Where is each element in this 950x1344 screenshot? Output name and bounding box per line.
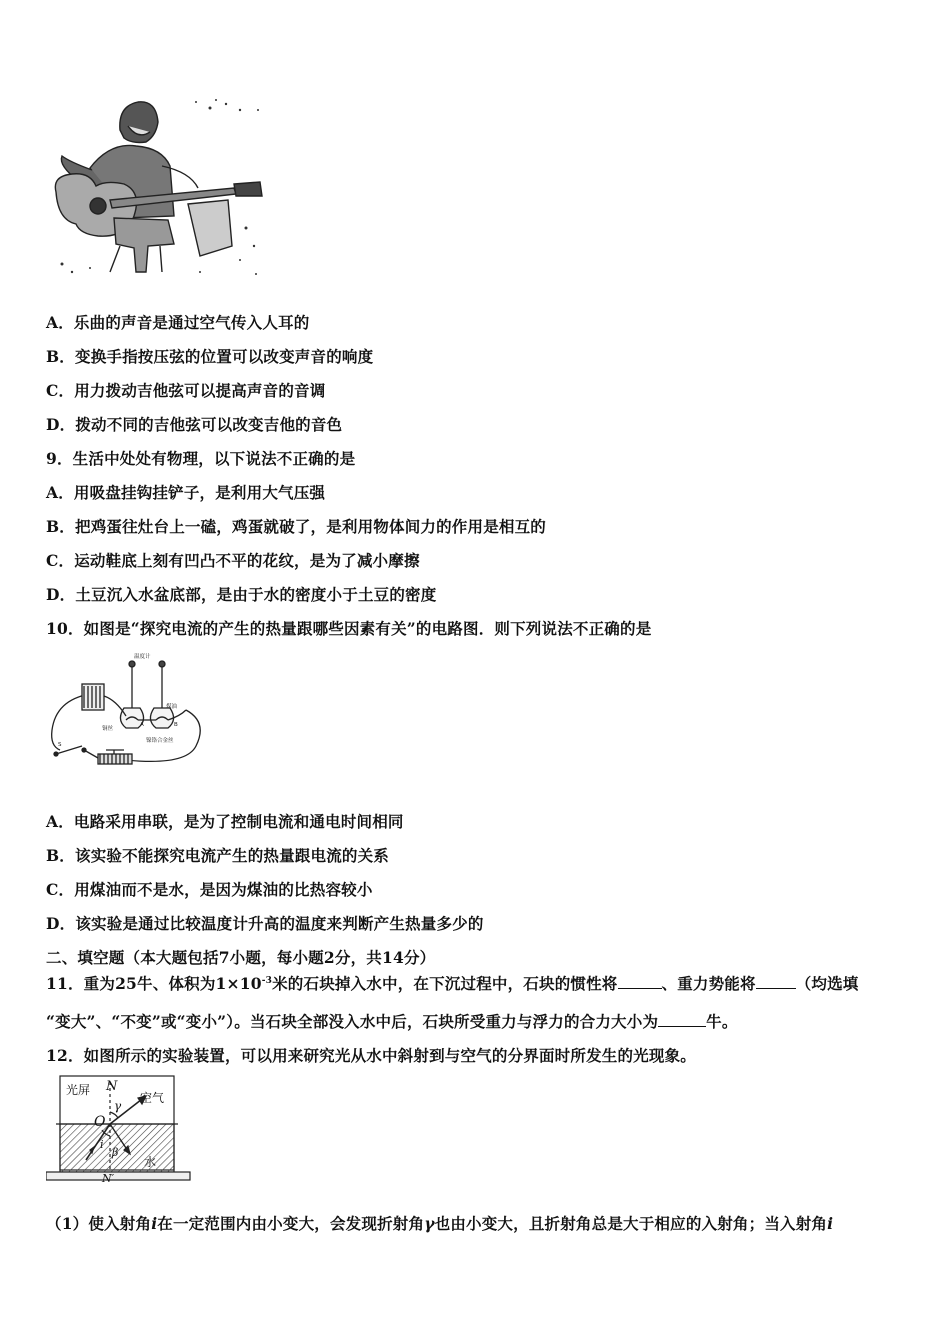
label-b: B	[174, 722, 178, 728]
guitar-player-illustration	[50, 96, 266, 280]
q8-option-b: B．变换手指按压弦的位置可以改变声音的响度	[46, 347, 374, 366]
q10-option-b: B．该实验不能探究电流产生的热量跟电流的关系	[46, 846, 390, 865]
label-alloy: 镍铬合金丝	[146, 738, 174, 744]
label-n: N	[106, 1079, 118, 1094]
q11-text-3: 、重力势能将	[661, 974, 756, 993]
q8-option-a: A．乐曲的声音是通过空气传入人耳的	[46, 313, 310, 332]
q12-stem: 12．如图所示的实验装置，可以用来研究光从水中斜射到与空气的分界面时所发生的光现象。	[46, 1046, 696, 1065]
q12-subquestion-1	[46, 1212, 833, 1234]
q11-text-5: “变大”、“不变”或“变小”）。当石块全部没入水中后，石块所受重力与浮力的合力大小为	[46, 1012, 659, 1031]
q12-sub1-text-3: 也由小变大，且折射角总是大于相应的入射角；当入射角	[434, 1214, 828, 1233]
q11-line-2	[46, 1010, 738, 1032]
q9-stem: 9．生活中处处有物理，以下说法不正确的是	[46, 449, 356, 468]
label-gamma: γ	[114, 1099, 122, 1113]
q11-blank-2[interactable]	[756, 976, 796, 989]
q12-sub1-gamma: γ	[424, 1214, 435, 1233]
q12-sub1-text-2: 在一定范围内由小变大，会发现折射角	[157, 1214, 425, 1233]
label-o: O	[94, 1114, 106, 1130]
q12-sub1-i2: i	[827, 1214, 834, 1233]
q10-option-c: C．用煤油而不是水，是因为煤油的比热容较小	[46, 880, 373, 899]
q11-text-2: 米的石块掉入水中，在下沉过程中，石块的惯性将	[272, 974, 618, 993]
label-n-prime: N′	[102, 1172, 115, 1185]
q11-blank-3[interactable]	[658, 1014, 706, 1027]
label-copper: 铜丝	[102, 726, 114, 732]
label-beta: β	[112, 1146, 119, 1159]
label-s: S	[58, 742, 62, 748]
label-i: i	[100, 1138, 104, 1151]
q11-exponent: -3	[261, 975, 273, 986]
q9-option-b: B．把鸡蛋往灶台上一磕，鸡蛋就破了，是利用物体间力的作用是相互的	[46, 517, 547, 536]
q9-option-a: A．用吸盘挂钩挂铲子，是利用大气压强	[46, 483, 326, 502]
q11-text-4: （均选填	[795, 974, 859, 993]
q11-blank-1[interactable]	[618, 976, 662, 989]
q10-option-d: D．该实验是通过比较温度计升高的温度来判断产生热量多少的	[46, 914, 484, 933]
label-water: 水	[144, 1155, 157, 1169]
section-2-heading: 二、填空题（本大题包括7小题，每小题2分，共14分）	[46, 948, 436, 967]
label-thermometer: 温度计	[134, 654, 151, 660]
q11-text-6: 牛。	[706, 1012, 738, 1031]
q9-option-c: C．运动鞋底上刻有凹凸不平的花纹，是为了减小摩擦	[46, 551, 420, 570]
label-a: A	[140, 722, 144, 728]
refraction-apparatus-figure	[46, 1074, 192, 1188]
q10-option-a: A．电路采用串联，是为了控制电流和通电时间相同	[46, 812, 404, 831]
label-air: 空气	[140, 1091, 165, 1105]
circuit-diagram	[46, 650, 212, 772]
label-kerosene: 煤油	[166, 704, 178, 710]
q12-sub1-i: i	[151, 1214, 158, 1233]
q9-option-d: D．土豆沉入水盆底部，是由于水的密度小于土豆的密度	[46, 585, 437, 604]
q10-stem: 10．如图是“探究电流的产生的热量跟哪些因素有关”的电路图．则下列说法不正确的是	[46, 619, 652, 638]
q11-line-1	[46, 972, 859, 994]
q12-sub1-text-1: （1）使入射角	[46, 1214, 152, 1233]
label-screen: 光屏	[66, 1083, 91, 1097]
q11-text-1: 11．重为25牛、体积为1×10	[46, 974, 262, 993]
q8-option-d: D．拨动不同的吉他弦可以改变吉他的音色	[46, 415, 343, 434]
q8-option-c: C．用力拨动吉他弦可以提高声音的音调	[46, 381, 326, 400]
